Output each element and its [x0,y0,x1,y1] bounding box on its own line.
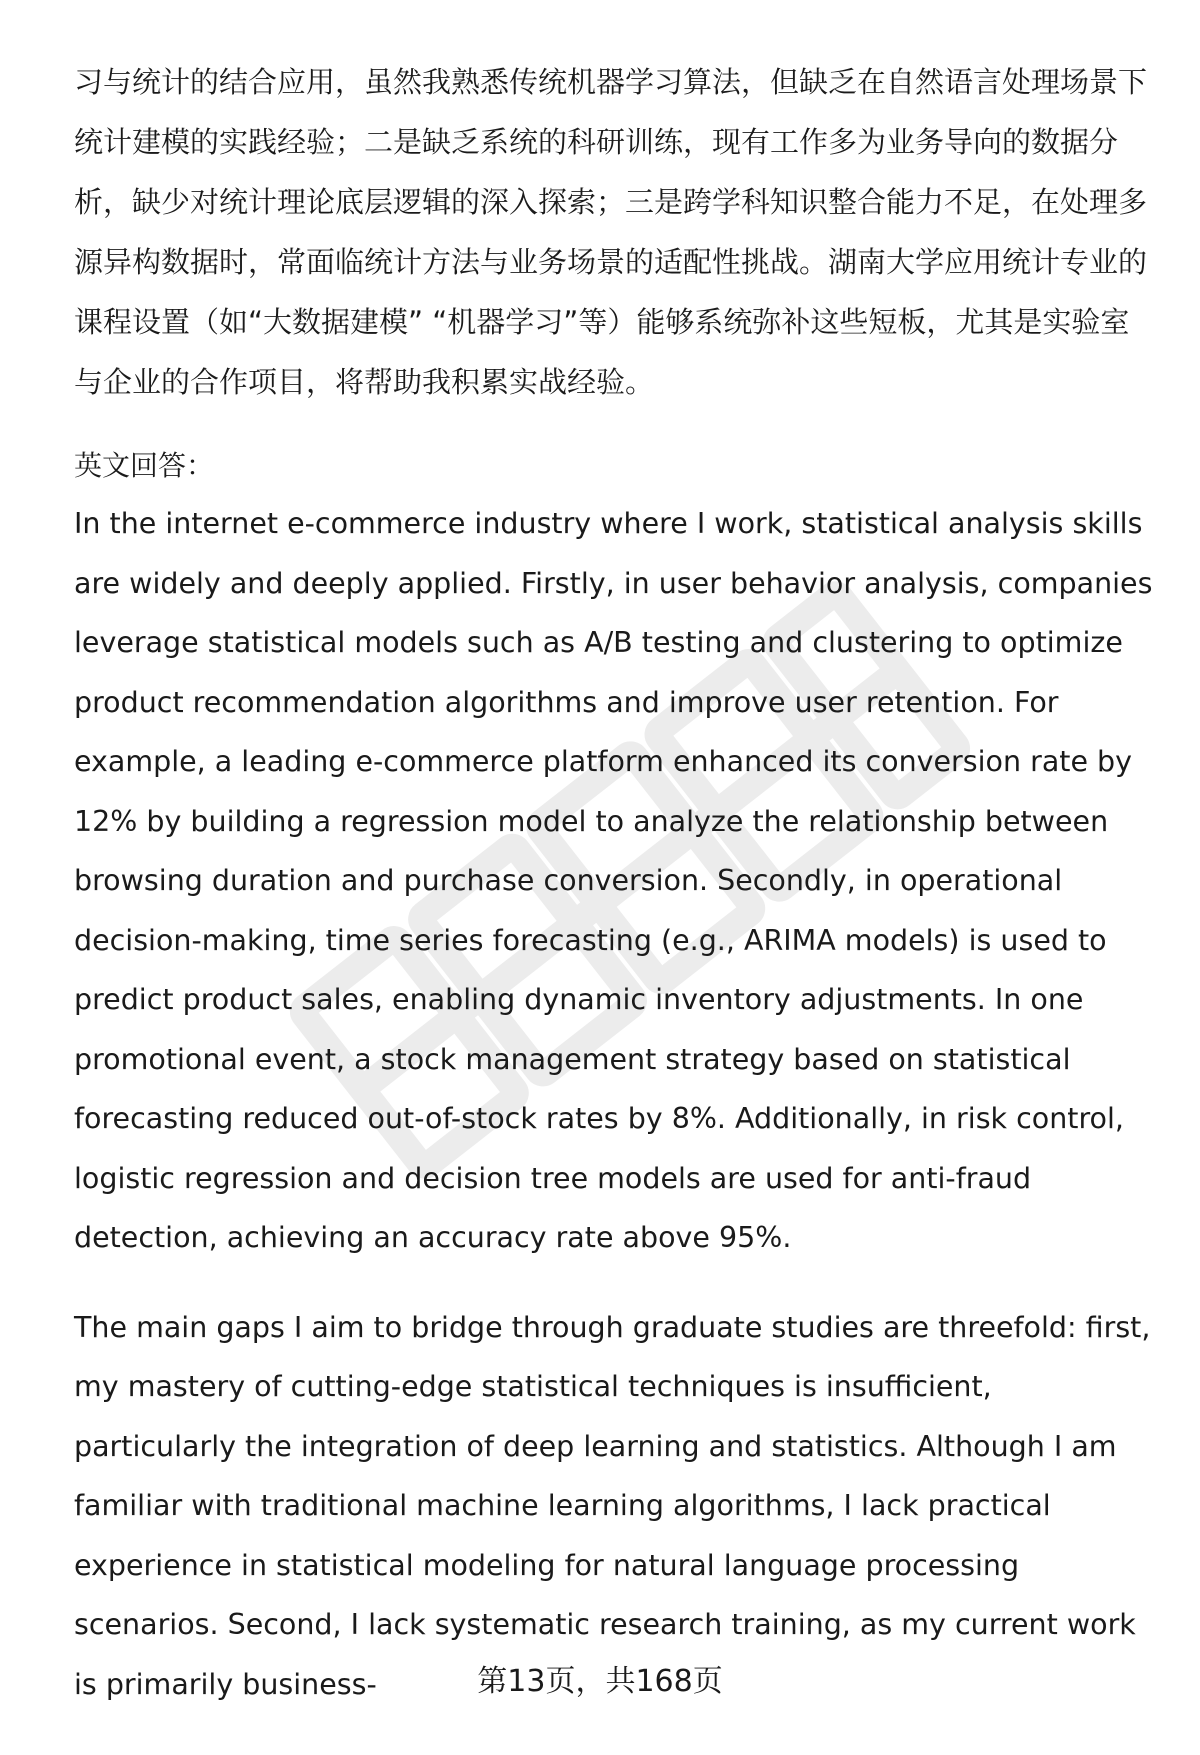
page-indicator: 第13页，共168页 [477,1664,723,1699]
cn-paragraph: 习与统计的结合应用，虽然我熟悉传统机器学习算法，但缺乏在自然语言处理场景下统计建模的实践经验；二是缺乏系统的科研训练，现有工作多为业务导向的数据分析，缺少对统计理论底层逻辑的深入探索；三是跨学科知识整合能力不足，在处理多源异构数据时，常面临统计方法与业务场景的适配性挑战。湖南大学应用统计专业的课程设置（如“大数据建模” “机器学习”等）能够系统弥补这些短板，尤其是实验室与企业的合作项目，将帮助我积累实战经验。 [74,65,1148,399]
english-answer-label: 英文回答： [74,449,215,482]
en-paragraph-1: In the internet e-commerce industry where I work, statistical analysis skills are widely and deeply applied. Firstly, in user behavior analysis, companies leverage statistical models such as A/B testing and clustering to optimize product recommendation algorithms and improve user retention. For example, a leading e-commerce platform enhanced its conversion rate by 12% by building a regression model to analyze the relationship between browsing duration and purchase conversion. Secondly, in operational decision-making, time series forecasting (e.g., ARIMA models) is used to predict product sales, enabling dynamic inventory adjustments. In one promotional event, a stock management strategy based on statistical forecasting reduced out-of-stock rates by 8%. Additionally, in risk control, logistic regression and decision tree models are used for anti-fraud detection, achieving an accuracy rate above 95%. [74,507,1153,1254]
document-body [74,52,1154,1714]
en-paragraph-2: The main gaps I aim to bridge through graduate studies are threefold: first, my mastery of cutting-edge statistical techniques is insufficient, particularly the integration of deep learning and statistics. Although I am familiar with traditional machine learning algorithms, I lack practical experience in statistical modeling for natural language processing scenarios. Second, I lack systematic research training, as my current work is primarily business- [74,1310,1151,1701]
